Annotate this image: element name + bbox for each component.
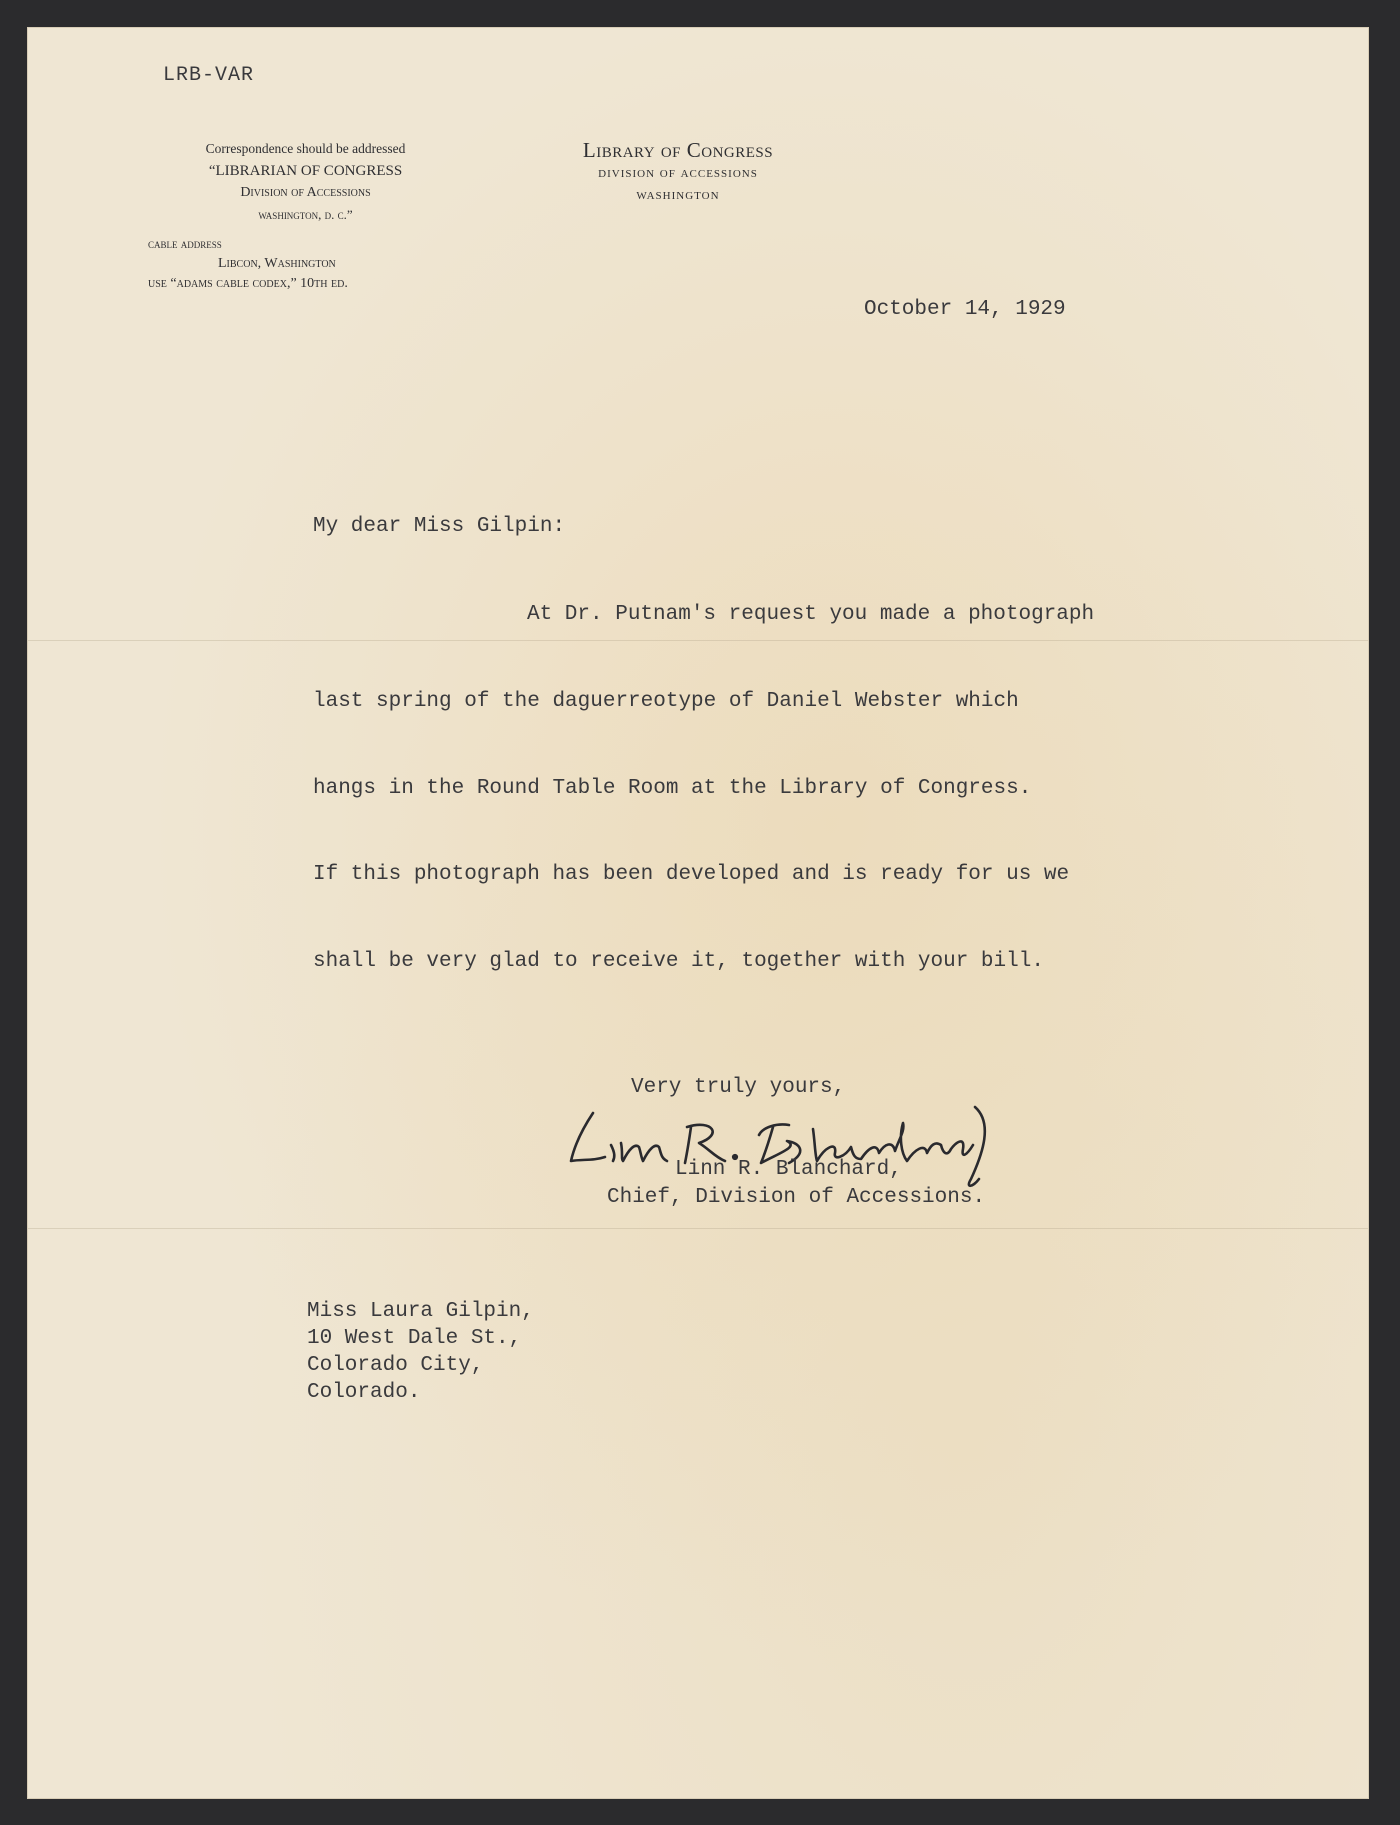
cable-address-code: Libcon, Washington	[218, 256, 336, 271]
letter-date: October 14, 1929	[864, 298, 1066, 321]
body-line: At Dr. Putnam's request you made a photograph	[527, 603, 1095, 626]
address-line: Colorado.	[307, 1381, 421, 1404]
signer-name: Linn R. Blanchard,	[675, 1158, 902, 1181]
letterhead-subtitle: division of accessions	[598, 165, 758, 181]
address-line: Colorado City,	[307, 1354, 484, 1377]
letterhead-location: washington	[636, 187, 720, 203]
closing: Very truly yours,	[631, 1076, 846, 1099]
letterhead-city: washington, d. c.”	[258, 207, 353, 222]
cable-address-block	[143, 234, 468, 294]
recipient-address	[307, 1298, 534, 1406]
fold-line-upper	[28, 640, 1368, 641]
cable-codex-note: use “adams cable codex,” 10th ed.	[148, 276, 348, 291]
letterhead-title: Library of Congress	[582, 138, 774, 162]
letterhead-division: Division of Accessions	[240, 185, 371, 200]
fold-line-lower	[28, 1228, 1368, 1229]
body-line: hangs in the Round Table Room at the Library of Congress.	[313, 777, 1032, 800]
letterhead-librarian: “LIBRARIAN OF CONGRESS	[208, 163, 403, 179]
body-line: If this photograph has been developed and is ready for us we	[313, 863, 1070, 886]
reference-initials: LRB-VAR	[163, 64, 255, 87]
cable-address-label: cable address	[148, 236, 222, 251]
letter-page	[28, 28, 1368, 1798]
body-line: shall be very glad to receive it, together with your bill.	[313, 950, 1044, 973]
salutation: My dear Miss Gilpin:	[313, 515, 566, 538]
address-line: Miss Laura Gilpin,	[307, 1300, 534, 1323]
letterhead-title-block	[548, 138, 808, 206]
letterhead-correspondence-note: Correspondence should be addressed	[205, 141, 406, 156]
address-line: 10 West Dale St.,	[307, 1327, 522, 1350]
signer-title: Chief, Division of Accessions.	[607, 1186, 986, 1209]
letterhead-address-block	[143, 138, 468, 294]
body-line: last spring of the daguerreotype of Daniel Webster which	[313, 690, 1019, 713]
